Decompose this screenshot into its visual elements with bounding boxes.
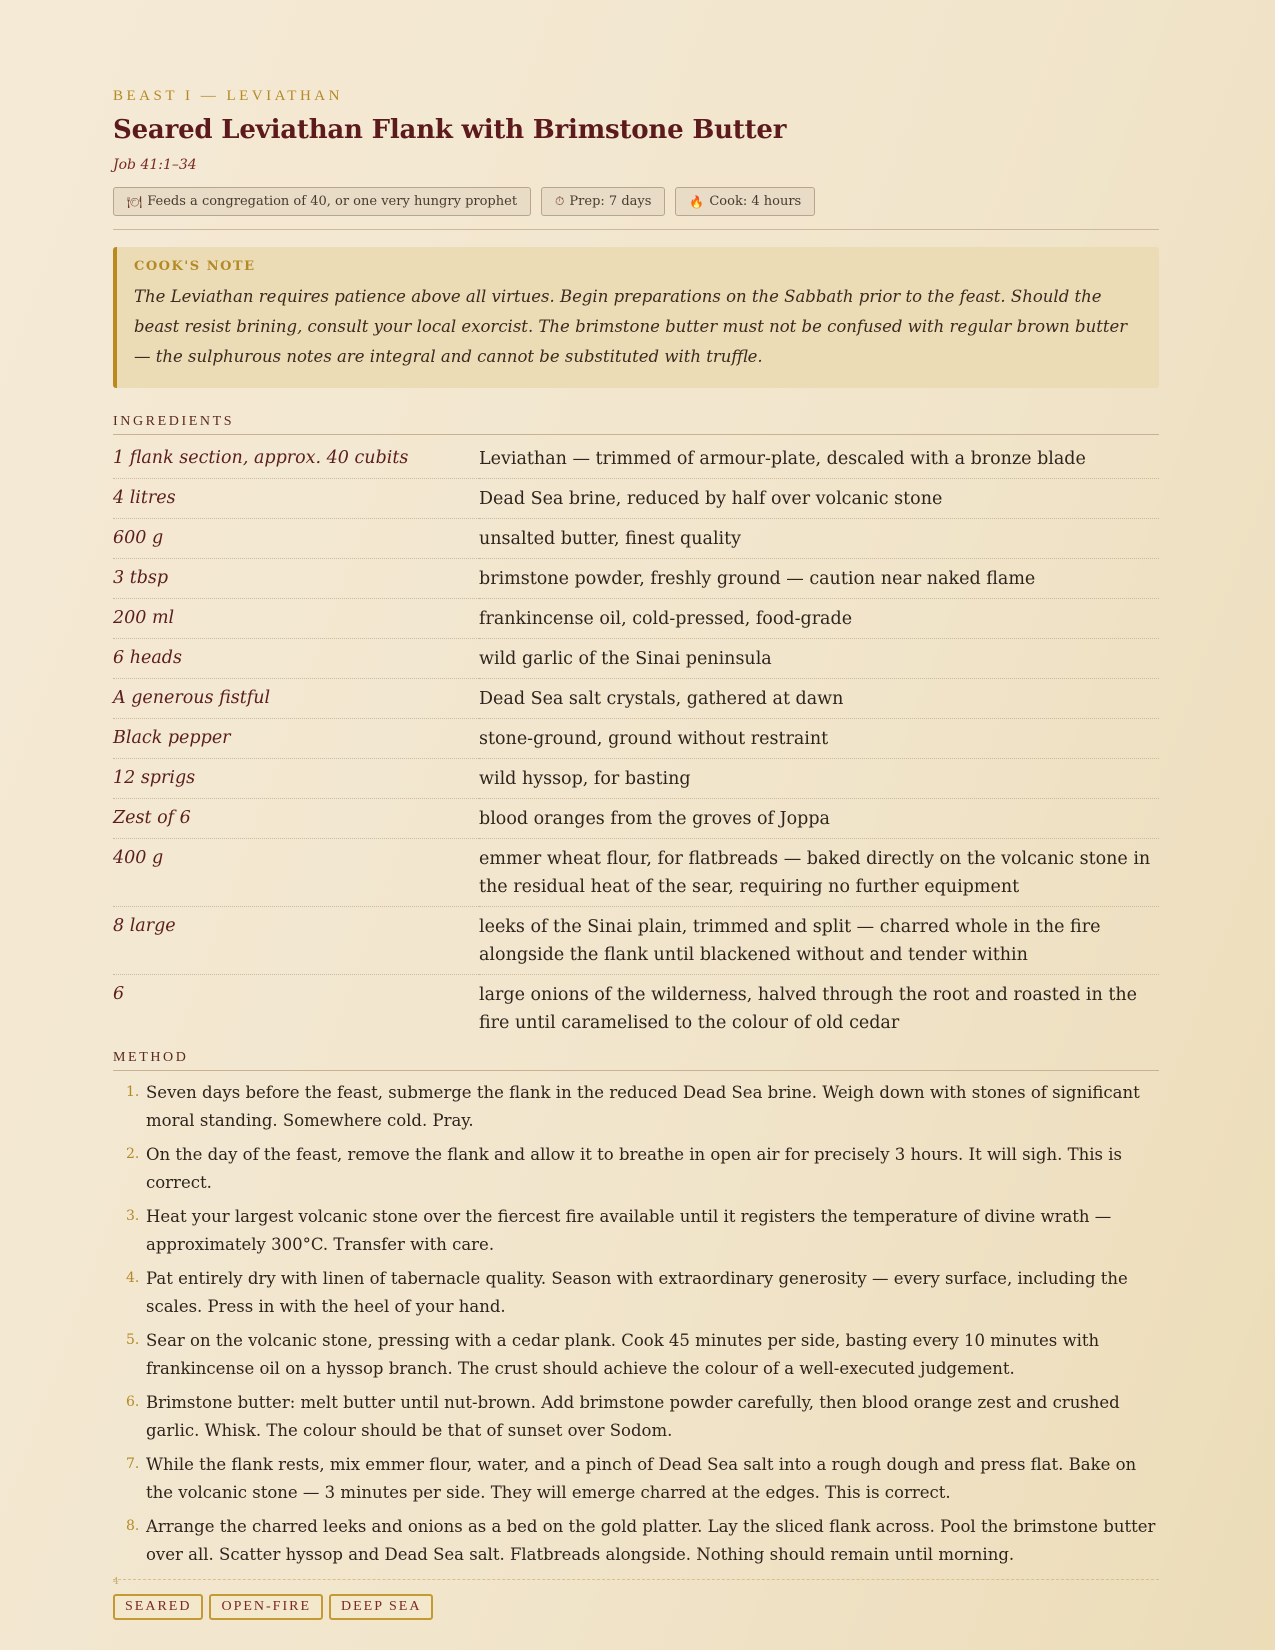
ingredient-row — [113, 479, 1159, 519]
method-step — [113, 1079, 1159, 1135]
ingredients-table — [113, 439, 1159, 1042]
ingredient-row — [113, 907, 1159, 975]
stopwatch-icon: ⏱ — [555, 194, 565, 208]
prep-time-badge — [541, 187, 665, 216]
ingredient-item: Leviathan — trimmed of armour-plate, descaled with a bronze blade — [479, 439, 1159, 479]
recipe-page — [113, 88, 1159, 1575]
method-step — [113, 1203, 1159, 1259]
ingredient-row — [113, 439, 1159, 479]
recipe-tags — [113, 1579, 1159, 1620]
step-number: 6. — [126, 1394, 140, 1410]
ingredient-row — [113, 719, 1159, 759]
cooks-note — [113, 247, 1159, 388]
ingredient-item: Dead Sea salt crystals, gathered at dawn — [479, 679, 1159, 719]
plate-icon: 🍽 — [127, 194, 143, 209]
ingredient-item: leeks of the Sinai plain, trimmed and split — charred whole in the fire alongside the flank until blackened without and tender within — [479, 907, 1159, 975]
servings-badge — [113, 187, 531, 216]
ingredient-item: emmer wheat flour, for flatbreads — baked directly on the volcanic stone in the residual heat of the sear, requiring no further equipment — [479, 839, 1159, 907]
step-text: Sear on the volcanic stone, pressing with a cedar plank. Cook 45 minutes per side, basting every 10 minutes with frankincense oil on a hyssop branch. The crust should achieve the colour of a well-executed judgement. — [146, 1331, 1100, 1378]
step-text: On the day of the feast, remove the flank and allow it to breathe in open air for precisely 3 hours. It will sigh. This is correct. — [146, 1145, 1122, 1192]
ingredient-quantity: 600 g — [113, 519, 479, 559]
ingredient-row — [113, 799, 1159, 839]
step-number: 5. — [126, 1332, 140, 1348]
recipe-badges — [113, 187, 1159, 230]
step-text: Heat your largest volcanic stone over the fiercest fire available until it registers the temperature of divine wrath — approximately 300°C. Transfer with care. — [146, 1207, 1112, 1254]
step-number: 8. — [126, 1518, 140, 1534]
ingredient-item: unsalted butter, finest quality — [479, 519, 1159, 559]
step-text: Arrange the charred leeks and onions as a bed on the gold platter. Lay the sliced flank across. Pool the brimstone butter over all. Scatter hyssop and Dead Sea salt. Flatbreads alongside. Nothing should remain until morning. — [146, 1517, 1156, 1564]
ingredient-quantity: 4 litres — [113, 479, 479, 519]
ingredient-row — [113, 639, 1159, 679]
ingredient-row — [113, 839, 1159, 907]
step-number: 7. — [126, 1456, 140, 1472]
method-step — [113, 1141, 1159, 1197]
method-heading: METHOD — [113, 1050, 1159, 1071]
ingredient-row — [113, 679, 1159, 719]
step-text: Brimstone butter: melt butter until nut-brown. Add brimstone powder carefully, then blood orange zest and crushed garlic. Whisk. The colour should be that of sunset over Sodom. — [146, 1393, 1120, 1440]
method-steps — [113, 1079, 1159, 1569]
beast-kicker: BEAST I — LEVIATHAN — [113, 88, 343, 104]
tag-open-fire[interactable]: OPEN-FIRE — [209, 1594, 323, 1620]
method-step — [113, 1265, 1159, 1321]
ingredient-quantity: 8 large — [113, 907, 479, 975]
ingredient-row — [113, 975, 1159, 1043]
step-text: Pat entirely dry with linen of tabernacle quality. Season with extraordinary generosity — every surface, including the scales. Press in with the heel of your hand. — [146, 1269, 1128, 1316]
ingredient-item: blood oranges from the groves of Joppa — [479, 799, 1159, 839]
cook-time-badge — [675, 187, 815, 216]
ingredient-quantity: Black pepper — [113, 719, 479, 759]
step-number: 1. — [126, 1084, 140, 1100]
cook-time-label: Cook: 4 hours — [709, 194, 802, 209]
ingredient-quantity: Zest of 6 — [113, 799, 479, 839]
step-text: While the flank rests, mix emmer flour, water, and a pinch of Dead Sea salt into a rough dough and press flat. Bake on the volcanic stone — 3 minutes per side. They will emerge charred at the edges. This is correct. — [146, 1455, 1137, 1502]
ingredient-quantity: A generous fistful — [113, 679, 479, 719]
step-number: 2. — [126, 1146, 140, 1162]
ingredient-quantity: 12 sprigs — [113, 759, 479, 799]
step-number: 4. — [126, 1270, 140, 1286]
prep-time-label: Prep: 7 days — [569, 194, 652, 209]
ingredient-item: large onions of the wilderness, halved through the root and roasted in the fire until caramelised to the colour of old cedar — [479, 985, 1137, 1033]
tag-deep-sea[interactable]: DEEP SEA — [329, 1594, 433, 1620]
method-step — [113, 1513, 1159, 1569]
ingredient-quantity: 200 ml — [113, 599, 479, 639]
method-step — [113, 1389, 1159, 1445]
ingredients-heading: INGREDIENTS — [113, 414, 1159, 435]
ingredient-quantity: 1 flank section, approx. 40 cubits — [113, 439, 479, 479]
scripture-reference: Job 41:1–34 — [113, 157, 197, 173]
tag-seared[interactable]: SEARED — [113, 1594, 203, 1620]
ingredient-row — [113, 599, 1159, 639]
ingredient-quantity: 400 g — [113, 839, 479, 907]
ingredient-row — [113, 559, 1159, 599]
step-text: Seven days before the feast, submerge the flank in the reduced Dead Sea brine. Weigh down with stones of significant moral standing. Somewhere cold. Pray. — [146, 1083, 1140, 1130]
step-number: 3. — [126, 1208, 140, 1224]
ingredient-quantity: 3 tbsp — [113, 559, 479, 599]
ingredient-item: wild hyssop, for basting — [479, 759, 1159, 799]
ingredient-item: wild garlic of the Sinai peninsula — [479, 639, 1159, 679]
method-step — [113, 1327, 1159, 1383]
servings-label: Feeds a congregation of 40, or one very hungry prophet — [147, 194, 518, 209]
ingredient-item: frankincense oil, cold-pressed, food-grade — [479, 599, 1159, 639]
method-step — [113, 1451, 1159, 1507]
flame-icon: 🔥 — [689, 194, 705, 209]
ingredient-quantity: 6 heads — [113, 639, 479, 679]
page-number: 4 — [113, 1577, 119, 1587]
ingredient-item: stone-ground, ground without restraint — [479, 719, 1159, 759]
ingredient-row — [113, 759, 1159, 799]
ingredient-quantity: 6 — [113, 984, 125, 1004]
cooks-note-label: COOK'S NOTE — [134, 259, 256, 274]
ingredient-item: brimstone powder, freshly ground — caution near naked flame — [479, 559, 1159, 599]
ingredient-item: Dead Sea brine, reduced by half over volcanic stone — [479, 479, 1159, 519]
recipe-title: Seared Leviathan Flank with Brimstone Butter — [113, 115, 787, 145]
ingredient-row — [113, 519, 1159, 559]
cooks-note-text: The Leviathan requires patience above all virtues. Begin preparations on the Sabbath prior to the feast. Should the beast resist brining, consult your local exorcist. The brimstone butter must not be confused with regular brown butter — the sulphurous notes are integral and cannot be substituted with truffle. — [134, 287, 1128, 366]
